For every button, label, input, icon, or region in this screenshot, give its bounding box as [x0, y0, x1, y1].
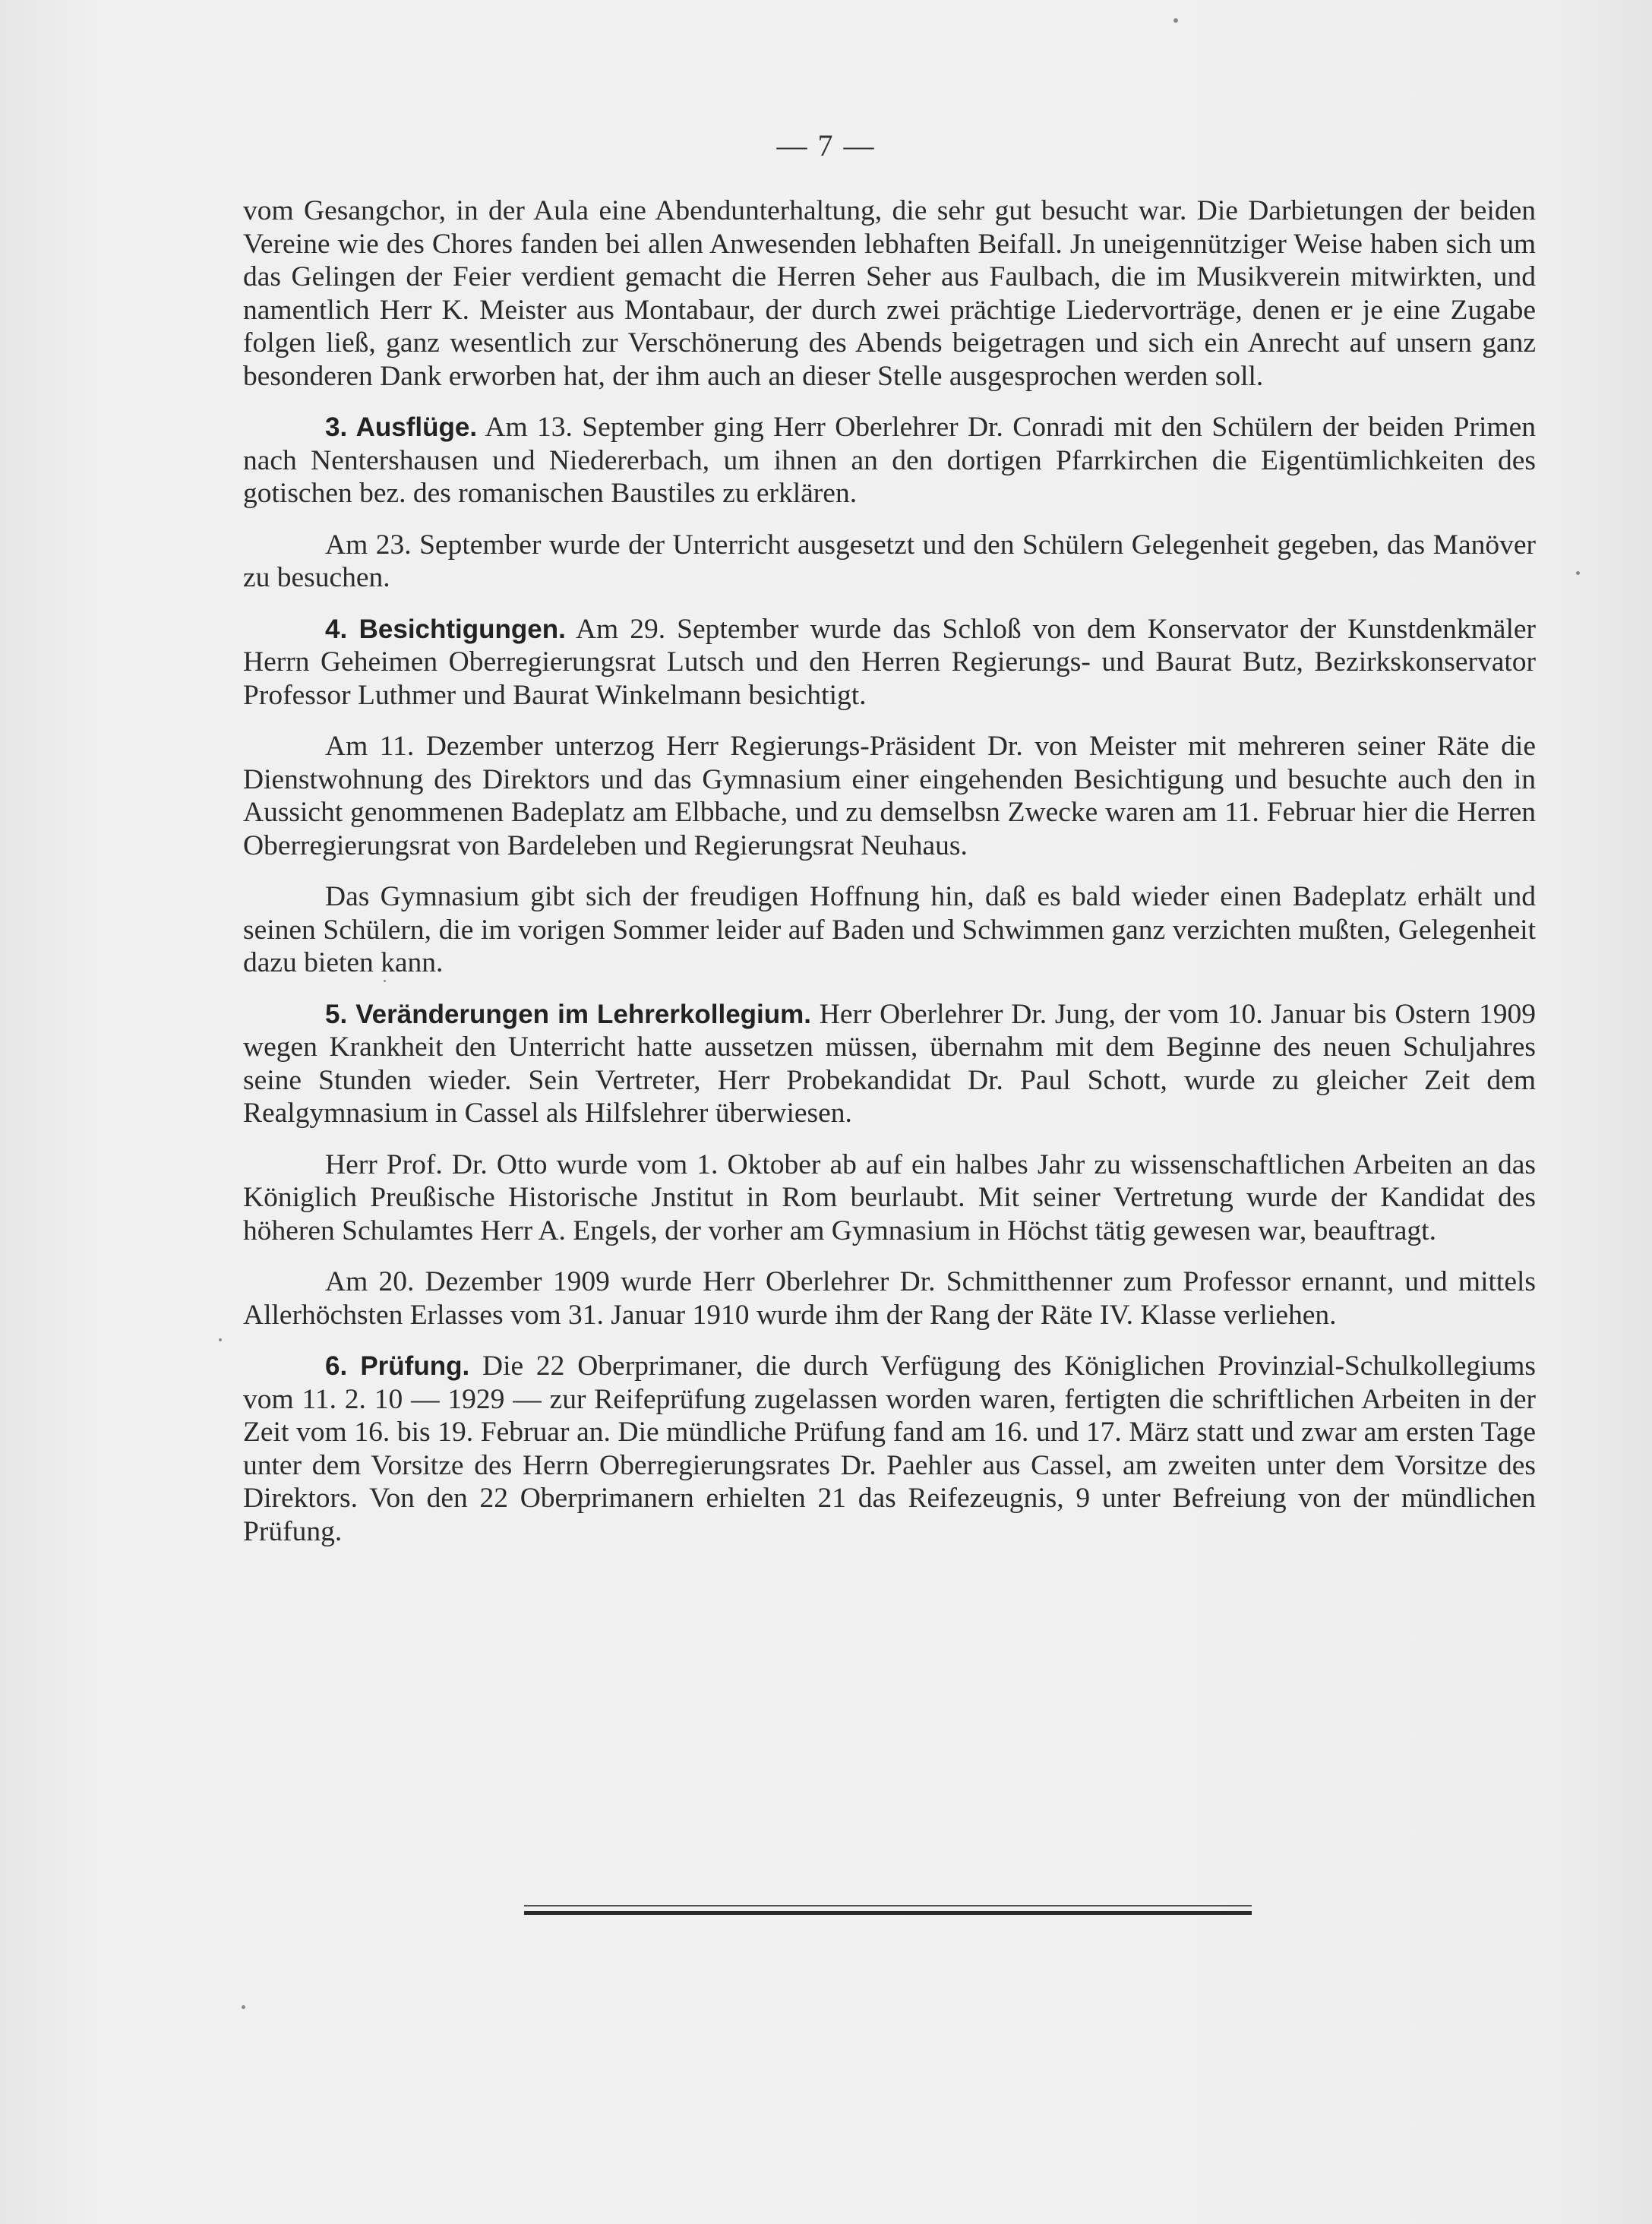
closing-rule-thin	[524, 1905, 1252, 1907]
paper-speck	[219, 1338, 222, 1341]
section-heading-ausfluege: 3. Ausflüge.	[325, 412, 478, 442]
paragraph-lehrerkollegium	[243, 998, 1536, 1130]
paragraph-text: Am 29. September wurde das Schloß von dem Konservator der Kunstdenkmäler Herrn Geheimen Oberregierungsrat Lutsch und den Herren Regierungs- und Baurat Butz, Bezirkskonservator Professor Luthmer und Baurat Winkelmann besichtigt.	[243, 613, 1536, 711]
paper-speck	[242, 2005, 245, 2009]
section-heading-besichtigungen: 4. Besichtigungen.	[325, 614, 566, 644]
paragraph-text: Am 23. September wurde der Unterricht ausgesetzt und den Schülern Gelegenheit gegeben, das Manöver zu besuchen.	[243, 529, 1536, 593]
paragraph-dezember-besichtigung	[243, 730, 1536, 862]
paragraph-besichtigungen	[243, 613, 1536, 712]
page-number: — 7 —	[776, 128, 876, 163]
paragraph-text: Herr Oberlehrer Dr. Jung, der vom 10. Januar bis Ostern 1909 wegen Krankheit den Unterricht hatte aussetzen müssen, übernahm mit dem Beginne des neuen Schuljahres seine Stunden wieder. Sein Vertreter, Herr Probekandidat Dr. Paul Schott, wurde zu gleicher Zeit dem Realgymnasium in Cassel als Hilfslehrer überwiesen.	[243, 998, 1537, 1129]
paragraph-text: Am 13. September ging Herr Oberlehrer Dr. Conradi mit den Schülern der beiden Primen nach Nentershausen und Niedererbach, um ihnen an den dortigen Pfarrkirchen die Eigentümlichkeiten des gotischen bez. des romanischen Baustiles zu erklären.	[243, 412, 1536, 509]
paragraph-text: Die 22 Oberprimaner, die durch Verfügung des Königlichen Provinzial-Schulkollegiums vom 11. 2. 10 — 1929 — zur Reifeprüfung zugelassen worden waren, fertigten die schriftlichen Arbeiten in der Zeit vom 16. bis 19. Februar an. Die mündliche Prüfung fand am 16. und 17. März statt und zwar am ersten Tage unter dem Vorsitze des Herrn Oberregierungsrates Dr. Paehler aus Cassel, am zweiten unter dem Vorsitze des Direktors. Von den 22 Oberprimanern erhielten 21 das Reifezeugnis, 9 unter Befreiung von der mündlichen Prüfung.	[243, 1351, 1537, 1547]
section-heading-lehrerkollegium: 5. Veränderungen im Lehrerkollegium.	[325, 999, 812, 1029]
paragraph-prof-otto	[243, 1148, 1536, 1248]
paper-speck	[1576, 571, 1580, 575]
paragraph-text: vom Gesangchor, in der Aula eine Abendunterhaltung, die sehr gut besucht war. Die Darbietungen der beiden Vereine wie des Chores fanden bei allen Anwesenden lebhaften Beifall. Jn uneigennütziger Weise haben sich um das Gelingen der Feier verdient gemacht die Herren Seher aus Faulbach, die im Musikverein mitwirkten, und namentlich Herr K. Meister aus Montabaur, der durch zwei prächtige Liedervorträge, denen er je eine Zugabe folgen ließ, ganz wesentlich zur Verschönerung des Abends beigetragen und sich ein Anrecht auf unsern ganz besonderen Dank erworben hat, der ihm auch an dieser Stelle ausgesprochen werden soll.	[243, 195, 1536, 392]
body-text	[243, 194, 1536, 1548]
section-heading-pruefung: 6. Prüfung.	[325, 1351, 470, 1381]
paragraph-text: Herr Prof. Dr. Otto wurde vom 1. Oktober ab auf ein halbes Jahr zu wissenschaftlichen Arbeiten an das Königlich Preußische Historische Jnstitut in Rom beurlaubt. Mit seiner Vertretung wurde der Kandidat des höheren Schulamtes Herr A. Engels, der vorher am Gymnasium in Höchst tätig gewesen war, beauftragt.	[243, 1148, 1536, 1246]
paragraph-text: Das Gymnasium gibt sich der freudigen Hoffnung hin, daß es bald wieder einen Badeplatz erhält und seinen Schülern, die im vorigen Sommer leider auf Baden und Schwimmen ganz verzichten mußten, Gelegenheit dazu bieten kann.	[243, 881, 1536, 978]
paragraph-text: Am 11. Dezember unterzog Herr Regierungs-Präsident Dr. von Meister mit mehreren seiner Räte die Dienstwohnung des Direktors und das Gymnasium einer eingehenden Besichtigung und besuchte auch den in Aussicht genommenen Badeplatz am Elbbache, und zu demselbsn Zwecke waren am 11. Februar hier die Herren Oberregierungsrat von Bardeleben und Regierungsrat Neuhaus.	[243, 731, 1536, 861]
paragraph-ausfluege	[243, 411, 1536, 510]
paragraph-manoever	[243, 529, 1536, 595]
paragraph-abendunterhaltung	[243, 194, 1536, 393]
paragraph-pruefung	[243, 1350, 1536, 1548]
closing-rule-thick	[524, 1911, 1252, 1915]
paper-speck	[384, 980, 386, 982]
paper-speck	[1173, 18, 1178, 23]
paragraph-text: Am 20. Dezember 1909 wurde Herr Oberlehrer Dr. Schmitthenner zum Professor ernannt, und mittels Allerhöchsten Erlasses vom 31. Januar 1910 wurde ihm der Rang der Räte IV. Klasse verliehen.	[243, 1266, 1536, 1331]
paragraph-schmitthenner	[243, 1265, 1536, 1332]
paragraph-badeplatz	[243, 880, 1536, 980]
